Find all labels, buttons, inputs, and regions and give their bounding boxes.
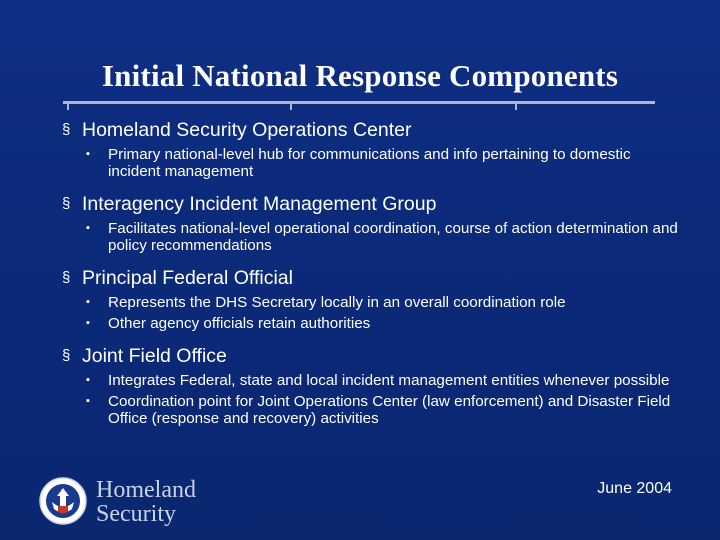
sub-bullet-icon: ▪: [86, 317, 90, 329]
sub-bullet-text: Coordination point for Joint Operations Center (law enforcement) and Disaster Field Office (response and recovery) activities: [108, 393, 671, 427]
bullet-icon: §: [62, 347, 71, 364]
sub-bullet-list: [62, 372, 682, 427]
logo-line-security: Security: [96, 501, 176, 527]
slide-date: June 2004: [597, 480, 672, 497]
rule-tick: [515, 104, 517, 110]
bullet-icon: §: [62, 269, 71, 286]
sub-bullet-text: Represents the DHS Secretary locally in an overall coordination role: [108, 294, 566, 311]
sub-bullet-icon: ▪: [86, 395, 90, 407]
section-hsoc: [62, 118, 682, 180]
bullet-l1: [62, 344, 682, 368]
sub-bullet-text: Other agency officials retain authorities: [108, 315, 371, 332]
section-heading: Joint Field Office: [82, 345, 227, 367]
sub-bullet-icon: ▪: [86, 374, 90, 386]
bullet-l2: [62, 146, 682, 180]
rule-tick: [67, 104, 69, 110]
sub-bullet-list: [62, 146, 682, 180]
sub-bullet-text: Primary national-level hub for communications and info pertaining to domestic incident management: [108, 146, 631, 180]
slide-title: Initial National Response Components: [101, 58, 619, 93]
sub-bullet-text: Integrates Federal, state and local incident management entities whenever possible: [108, 372, 670, 389]
sub-bullet-icon: ▪: [86, 222, 90, 234]
bullet-l2: [62, 294, 682, 311]
rule-tick: [290, 104, 292, 110]
bullet-l2: [62, 393, 682, 427]
bullet-l1: [62, 118, 682, 142]
logo-line-homeland: Homeland: [96, 477, 196, 503]
sub-bullet-list: [62, 294, 682, 332]
sub-bullet-icon: ▪: [86, 296, 90, 308]
dhs-seal-icon: [38, 476, 88, 526]
sub-bullet-icon: ▪: [86, 148, 90, 160]
section-jfo: [62, 344, 682, 427]
sub-bullet-list: [62, 220, 682, 254]
bullet-icon: §: [62, 195, 71, 212]
bullet-l1: [62, 192, 682, 216]
sub-bullet-text: Facilitates national-level operational coordination, course of action determination and policy recommendations: [108, 220, 678, 254]
bullet-l2: [62, 220, 682, 254]
bullet-l1: [62, 266, 682, 290]
section-pfo: [62, 266, 682, 332]
bullet-l2: [62, 372, 682, 389]
bullet-content: [62, 118, 682, 439]
title-underline: [63, 101, 655, 104]
section-heading: Principal Federal Official: [82, 267, 293, 289]
section-iimg: [62, 192, 682, 254]
dhs-logo: [38, 472, 228, 532]
section-heading: Interagency Incident Management Group: [82, 193, 437, 215]
bullet-l2: [62, 315, 682, 332]
section-heading: Homeland Security Operations Center: [82, 119, 412, 141]
logo-wordmark: [96, 478, 196, 526]
bullet-icon: §: [62, 121, 71, 138]
